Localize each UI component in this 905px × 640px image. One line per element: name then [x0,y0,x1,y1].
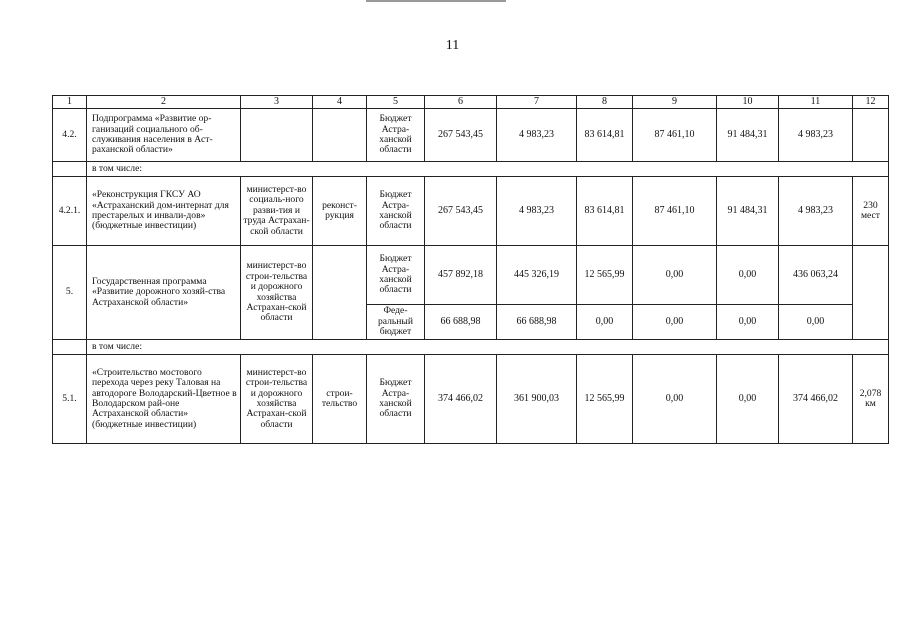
row-number [53,340,87,355]
capacity-cell: 2,078 км [853,355,889,444]
value-cell: 83 614,81 [577,177,633,246]
table-row [53,340,889,355]
responsible-body: министерст-во социаль-ного разви-тия и труда Астрахан-ской области [241,177,313,246]
capacity-cell [853,246,889,340]
column-header: 6 [425,96,497,109]
value-cell: 374 466,02 [779,355,853,444]
value-cell: 0,00 [779,305,853,340]
funding-source: Бюджет Астра-ханской области [367,177,425,246]
value-cell: 0,00 [717,246,779,305]
value-cell: 91 484,31 [717,177,779,246]
value-cell: 267 543,45 [425,109,497,162]
page-number: 11 [445,38,460,53]
column-header: 8 [577,96,633,109]
value-cell: 457 892,18 [425,246,497,305]
row-number [53,162,87,177]
value-cell: 0,00 [717,305,779,340]
value-cell: 4 983,23 [779,109,853,162]
including-label: в том числе: [87,162,889,177]
column-header: 7 [497,96,577,109]
value-cell: 0,00 [633,246,717,305]
work-type: строи-тельство [313,355,367,444]
capacity-cell [853,109,889,162]
column-header: 4 [313,96,367,109]
value-cell: 4 983,23 [497,177,577,246]
responsible-body [241,109,313,162]
column-header: 9 [633,96,717,109]
table-row [53,162,889,177]
value-cell: 0,00 [633,355,717,444]
value-cell: 374 466,02 [425,355,497,444]
value-cell: 66 688,98 [497,305,577,340]
table-row [53,355,889,444]
work-type [313,246,367,340]
value-cell: 83 614,81 [577,109,633,162]
program-table [52,95,889,444]
value-cell: 361 900,03 [497,355,577,444]
column-header: 1 [53,96,87,109]
funding-source: Бюджет Астра-ханской области [367,355,425,444]
value-cell: 4 983,23 [779,177,853,246]
row-number: 5. [53,246,87,340]
row-number: 4.2.1. [53,177,87,246]
value-cell: 12 565,99 [577,246,633,305]
table-row [53,177,889,246]
program-name: Государственная программа «Развитие дорожного хозяй-ства Астраханской области» [87,246,241,340]
value-cell: 4 983,23 [497,109,577,162]
column-header: 12 [853,96,889,109]
value-cell: 0,00 [717,355,779,444]
program-name: «Реконструкция ГКСУ АО «Астраханский дом-интернат для престарелых и инвали-дов» (бюджетные инвестиции) [87,177,241,246]
responsible-body: министерст-во строи-тельства и дорожного хозяйства Астрахан-ской области [241,355,313,444]
value-cell: 66 688,98 [425,305,497,340]
program-name: Подпрограмма «Развитие ор-ганизаций социального об-служивания населения в Аст-раханской области» [87,109,241,162]
scan-top-line [366,0,506,2]
value-cell: 445 326,19 [497,246,577,305]
funding-source: Бюджет Астра-ханской области [367,109,425,162]
column-header: 10 [717,96,779,109]
value-cell: 91 484,31 [717,109,779,162]
value-cell: 87 461,10 [633,109,717,162]
funding-source: Бюджет Астра-ханской области [367,246,425,305]
row-number: 5.1. [53,355,87,444]
column-header: 5 [367,96,425,109]
value-cell: 12 565,99 [577,355,633,444]
column-number-row [53,96,889,109]
column-header: 2 [87,96,241,109]
table-row [53,246,889,305]
responsible-body: министерст-во строи-тельства и дорожного хозяйства Астрахан-ской области [241,246,313,340]
value-cell: 0,00 [633,305,717,340]
work-type: реконст-рукция [313,177,367,246]
program-name: «Строительство мостового перехода через реку Таловая на автодороге Володарский-Цветное в Володарском рай-оне Астраханской области» (бюджетные инвестиции) [87,355,241,444]
column-header: 3 [241,96,313,109]
work-type [313,109,367,162]
including-label: в том числе: [87,340,889,355]
value-cell: 87 461,10 [633,177,717,246]
funding-source: Феде-ральный бюджет [367,305,425,340]
capacity-cell: 230 мест [853,177,889,246]
value-cell: 436 063,24 [779,246,853,305]
value-cell: 0,00 [577,305,633,340]
column-header: 11 [779,96,853,109]
table-row [53,109,889,162]
row-number: 4.2. [53,109,87,162]
value-cell: 267 543,45 [425,177,497,246]
